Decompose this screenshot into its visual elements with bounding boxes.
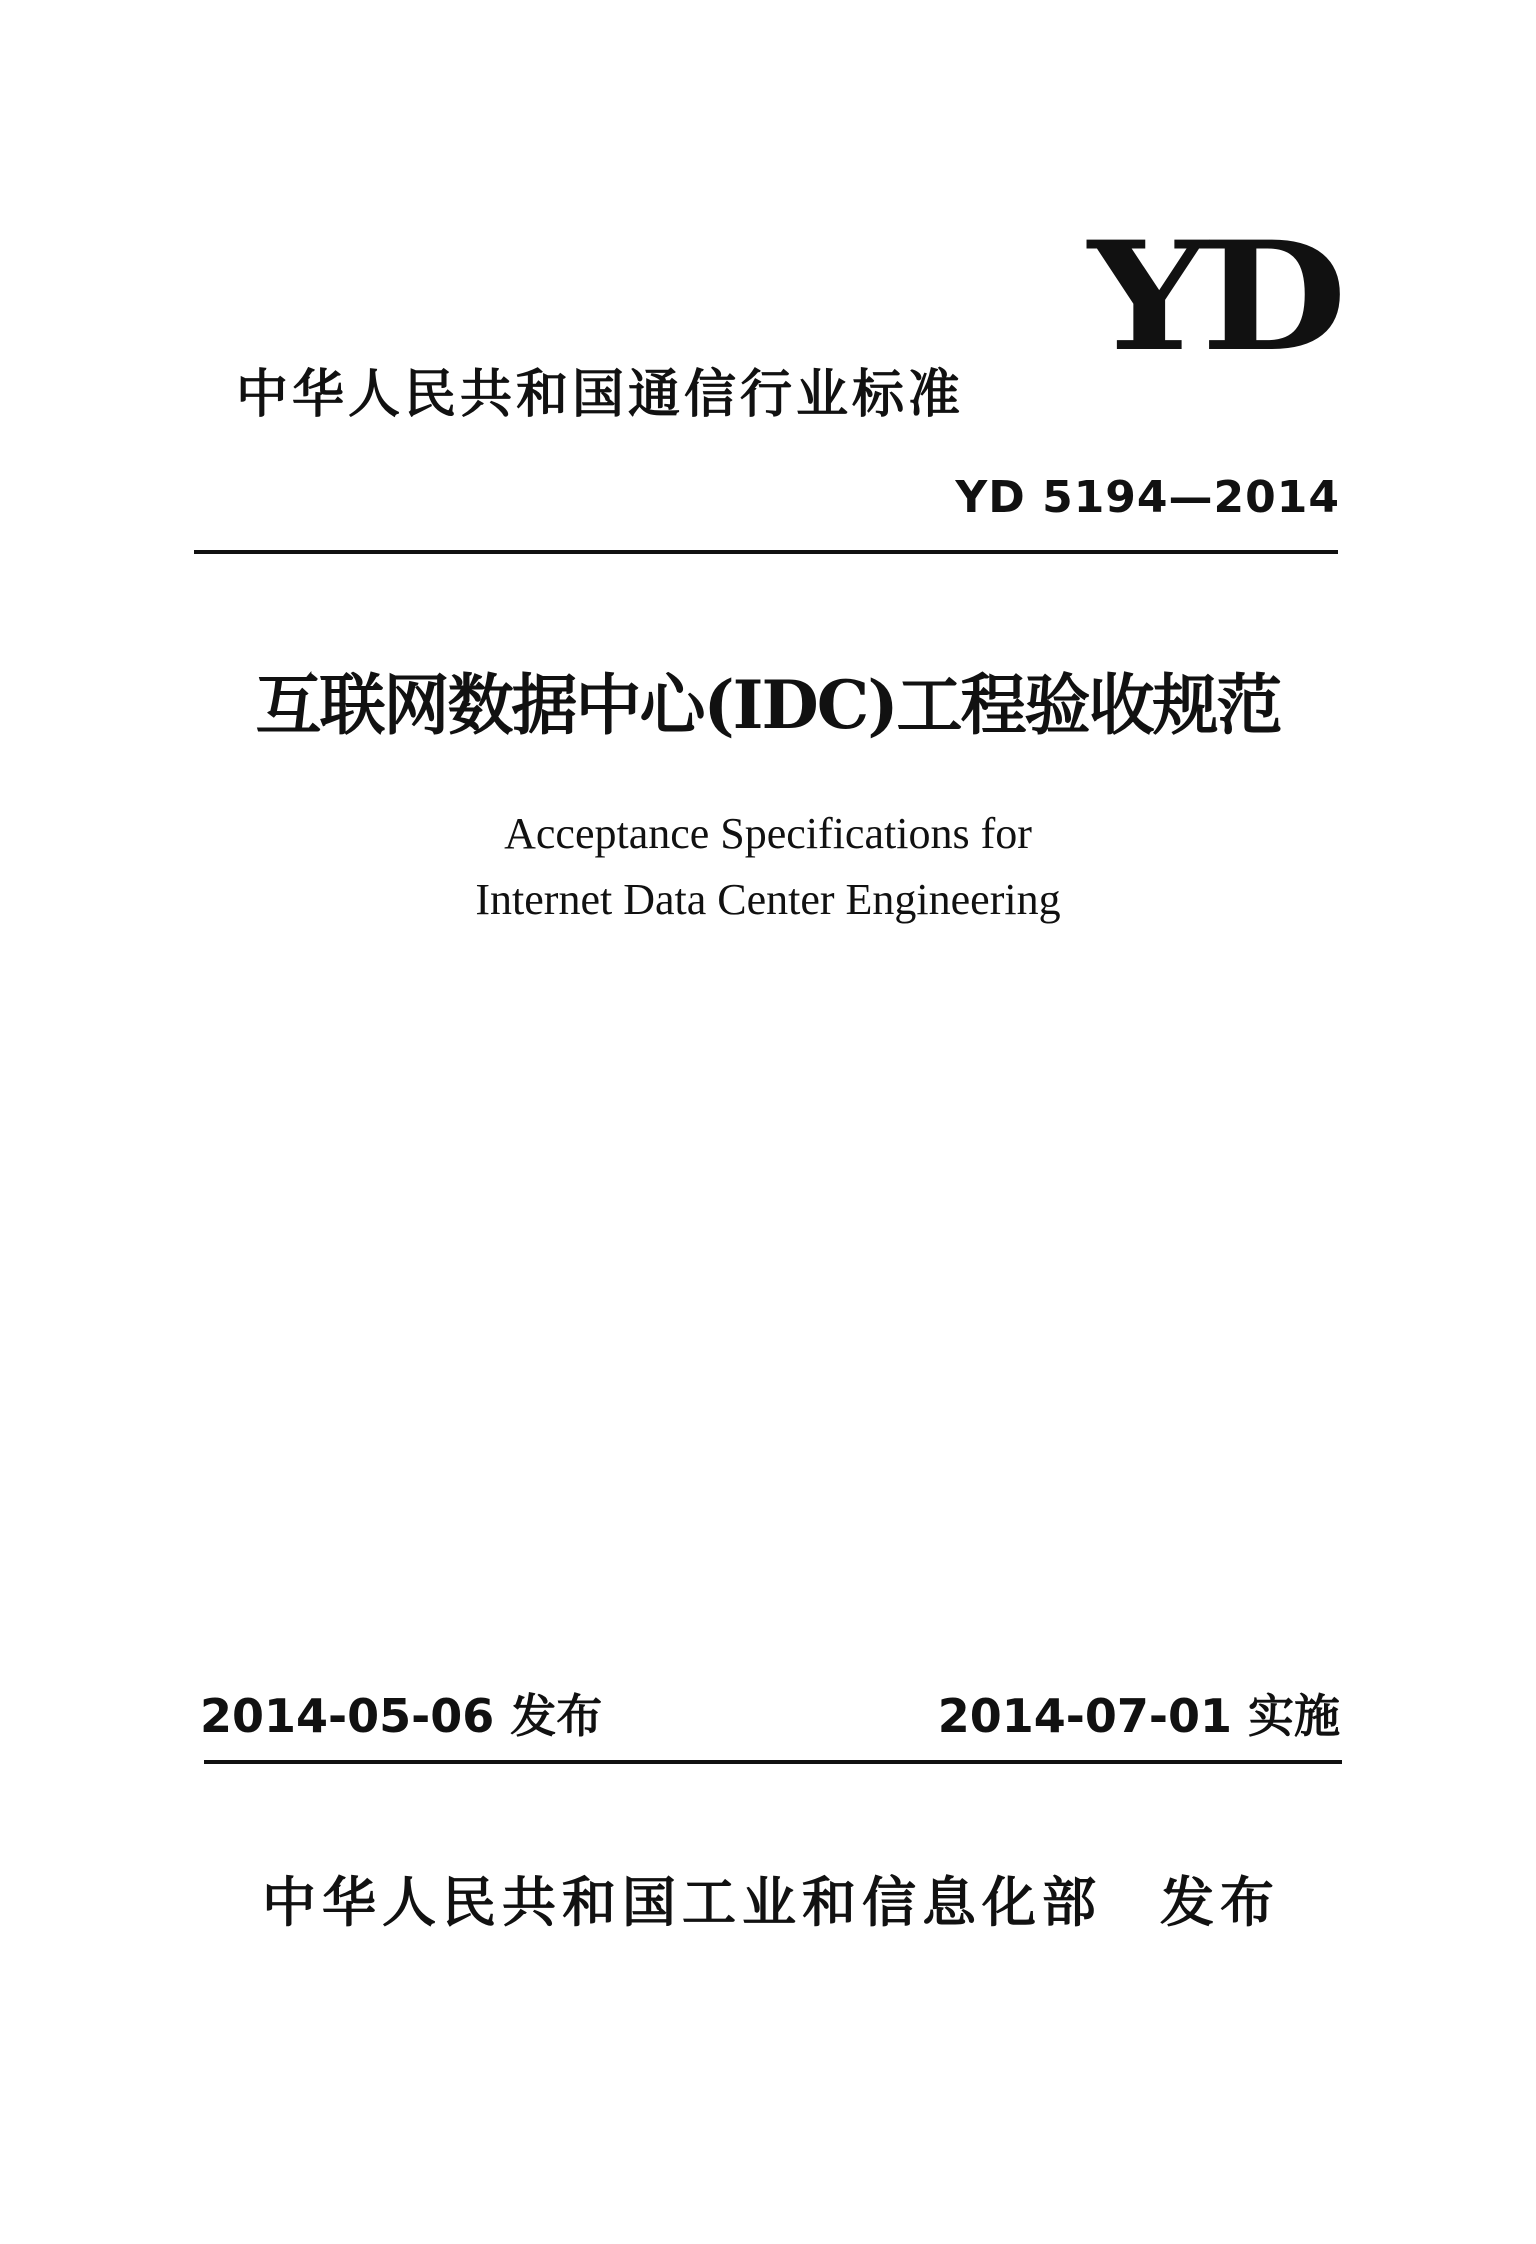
- issue-date: 2014-05-06 发布: [200, 1689, 603, 1743]
- publisher-action: 发布: [1160, 1871, 1280, 1934]
- standard-category: 中华人民共和国通信行业标准: [236, 365, 965, 425]
- document-title-english-line2: Internet Data Center Engineering: [475, 875, 1061, 924]
- publisher-line: [262, 1860, 1280, 1937]
- implementation-date: 2014-07-01 实施: [937, 1689, 1340, 1743]
- yd-logo: YD: [1088, 209, 1341, 385]
- publisher-name: 中华人民共和国工业和信息化部: [262, 1871, 1102, 1934]
- standard-number: YD 5194—2014: [955, 472, 1340, 523]
- document-title-english-line1: Acceptance Specifications for: [504, 809, 1032, 858]
- bottom-divider: [204, 1760, 1342, 1764]
- top-divider: [194, 550, 1338, 554]
- document-title-chinese: 互联网数据中心(IDC)工程验收规范: [255, 666, 1281, 744]
